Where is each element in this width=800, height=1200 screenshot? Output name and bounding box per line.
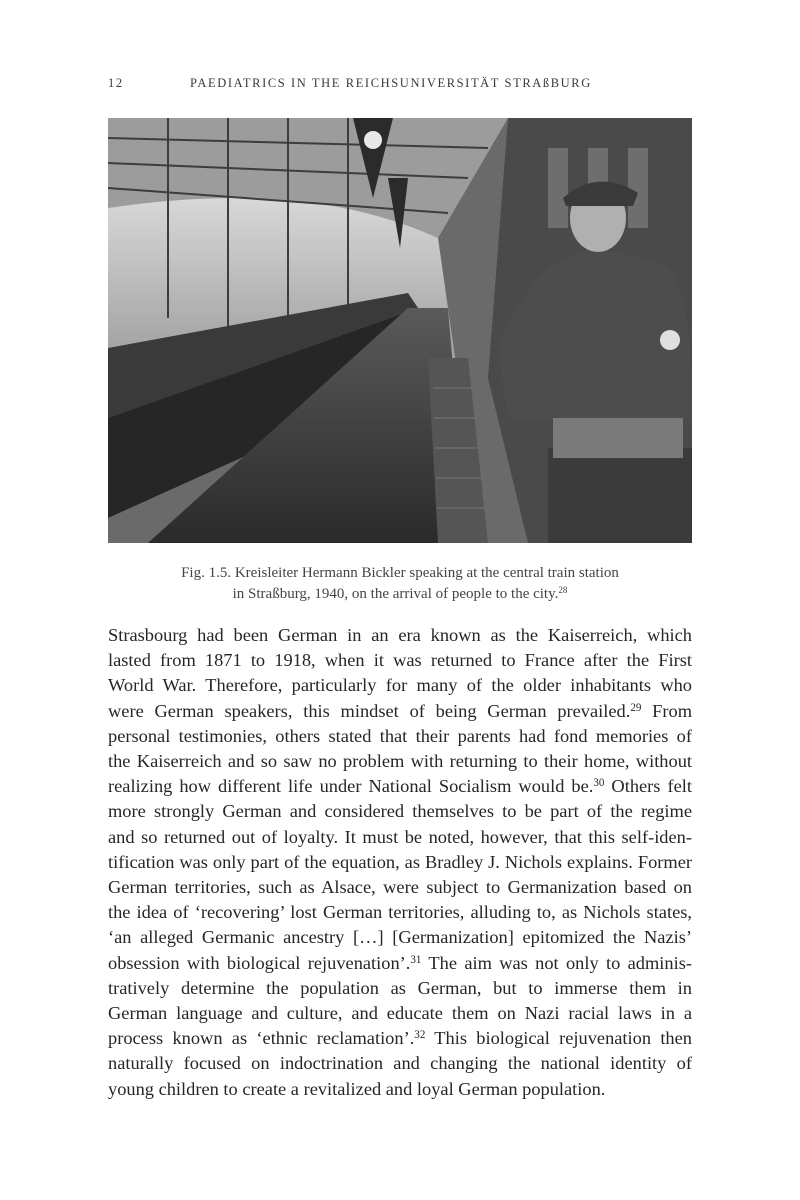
text-line bbox=[108, 900, 692, 925]
text-line-content: Strasbourg had been German in an era known as the Kaiserreich, which bbox=[108, 625, 692, 645]
text-line-content: were German speakers, this mindset of being German prevailed. bbox=[108, 700, 631, 721]
footnote-ref[interactable]: 30 bbox=[593, 777, 605, 790]
footnote-ref[interactable]: 31 bbox=[410, 953, 422, 966]
caption-line-1: Fig. 1.5. Kreisleiter Hermann Bickler speaking at the central train station bbox=[181, 565, 619, 581]
text-line-continuation: This biological rejuvenation then bbox=[425, 1028, 692, 1049]
text-line-content: personal testimonies, others stated that their parents had fond memories of bbox=[108, 725, 692, 746]
text-line-content: German language and culture, and educate them on Nazi racial laws in a bbox=[108, 1003, 692, 1024]
text-line bbox=[108, 976, 692, 1001]
text-line-content: more strongly German and considered themselves to be part of the regime bbox=[108, 801, 692, 822]
text-line bbox=[108, 1051, 692, 1076]
text-line bbox=[108, 623, 692, 648]
text-line-content: the idea of ‘recovering’ lost German territories, alluding to, as Nichols states, bbox=[108, 902, 692, 923]
figure-photograph bbox=[108, 118, 692, 543]
caption-line-2: in Straßburg, 1940, on the arrival of people to the city. bbox=[232, 586, 559, 602]
text-line-content: realizing how different life under National Socialism would be. bbox=[108, 776, 594, 797]
text-line bbox=[108, 774, 692, 799]
text-line-content: World War. Therefore, particularly for many of the older inhabitants who bbox=[108, 675, 692, 696]
text-line-content: German territories, such as Alsace, were subject to Germanization based on bbox=[108, 877, 692, 898]
text-line bbox=[108, 724, 692, 749]
text-line bbox=[108, 749, 692, 774]
body-paragraph bbox=[108, 623, 692, 1102]
text-line-content: and so returned out of loyalty. It must be noted, however, that this self-iden- bbox=[108, 826, 692, 847]
text-line-content: naturally focused on indoctrination and changing the national identity of bbox=[108, 1053, 692, 1074]
footnote-ref[interactable]: 28 bbox=[558, 585, 568, 596]
text-line bbox=[108, 825, 692, 850]
text-line-content: process known as ‘ethnic reclamation’. bbox=[108, 1028, 415, 1049]
text-line-content: ‘an alleged Germanic ancestry […] [Germanization] epitomized the Nazis’ bbox=[108, 927, 692, 948]
footnote-ref[interactable]: 29 bbox=[630, 701, 642, 714]
running-head bbox=[108, 76, 692, 96]
footnote-ref[interactable]: 32 bbox=[414, 1029, 426, 1042]
text-line-content: tratively determine the population as German, but to immerse them in bbox=[108, 977, 692, 998]
text-line-content: tification was only part of the equation, as Bradley J. Nichols explains. Former bbox=[108, 851, 692, 872]
text-line bbox=[108, 925, 692, 950]
text-line bbox=[108, 1026, 692, 1051]
text-line bbox=[108, 648, 692, 673]
text-line-continuation: Others felt bbox=[604, 776, 692, 797]
train-station-photo bbox=[108, 118, 692, 543]
text-line-content: lasted from 1871 to 1918, when it was returned to France after the First bbox=[108, 650, 692, 671]
text-line bbox=[108, 699, 692, 724]
text-line-continuation: The aim was not only to adminis- bbox=[421, 952, 692, 973]
text-line bbox=[108, 850, 692, 875]
text-line bbox=[108, 799, 692, 824]
text-line-content: young children to create a revitalized and loyal German population. bbox=[108, 1078, 606, 1099]
text-line bbox=[108, 875, 692, 900]
running-head-title: PAEDIATRICS IN THE REICHSUNIVERSITÄT STRAßBURG bbox=[190, 76, 592, 90]
text-line-continuation: From bbox=[641, 700, 693, 721]
text-line bbox=[108, 673, 692, 698]
text-line bbox=[108, 1077, 692, 1102]
page-number: 12 bbox=[108, 76, 124, 90]
figure-caption bbox=[108, 563, 692, 605]
text-line bbox=[108, 951, 692, 976]
text-line-content: the Kaiserreich and so saw no problem with returning to their home, without bbox=[108, 751, 692, 772]
text-line bbox=[108, 1001, 692, 1026]
text-line-content: obsession with biological rejuvenation’. bbox=[108, 952, 411, 973]
